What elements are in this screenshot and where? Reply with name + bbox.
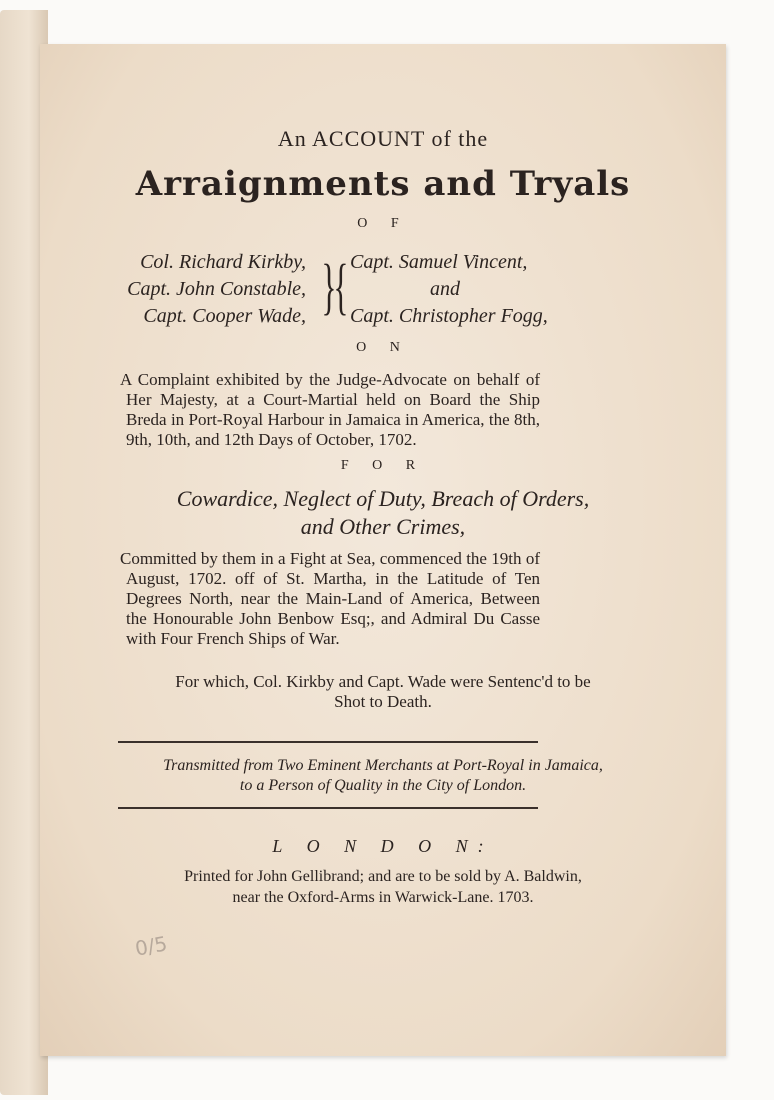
- brace-left: }: [321, 253, 337, 321]
- and-label: and: [430, 278, 460, 300]
- defendant: Capt. John Constable,: [127, 278, 306, 300]
- defendant: Capt. Cooper Wade,: [143, 305, 306, 327]
- brace-right: {: [333, 253, 349, 321]
- imprint-line-1: Printed for John Gellibrand; and are to be sold by A. Baldwin,: [184, 868, 582, 885]
- divider-top: [118, 741, 538, 743]
- charges-line-1: Cowardice, Neglect of Duty, Breach of Orders,: [176, 486, 590, 511]
- title-page: [40, 44, 726, 1056]
- sentence-line-1: For which, Col. Kirkby and Capt. Wade were Sentenc'd to be: [175, 672, 591, 691]
- transmitted-line-2: to a Person of Quality in the City of London.: [239, 777, 527, 794]
- divider-bottom: [118, 807, 538, 809]
- on-label: O N: [356, 340, 410, 355]
- charges-line-2: and Other Crimes,: [300, 514, 466, 539]
- for-label: F O R: [340, 458, 426, 473]
- defendants-right: [350, 249, 548, 330]
- handwritten-note: 0/5: [133, 931, 170, 961]
- transmitted-line-1: Transmitted from Two Eminent Merchants at Port-Royal in Jamaica,: [163, 757, 603, 774]
- imprint-line-2: near the Oxford-Arms in Warwick-Lane. 1703.: [232, 889, 534, 906]
- place-of-printing: L O N D O N:: [272, 836, 494, 856]
- defendant: Capt. Christopher Fogg,: [350, 305, 548, 327]
- defendants-left: [127, 249, 306, 330]
- main-title: Arraignments and Tryals: [135, 164, 631, 204]
- complaint-paragraph: A Complaint exhibited by the Judge-Advocate on behalf of Her Majesty, at a Court-Martial held on Board the Ship Breda in Port-Royal Harbour in Jamaica in America, the 8th, 9th, 10th, and 12th Days of October, 1702.: [120, 370, 540, 449]
- defendant: Capt. Samuel Vincent,: [350, 251, 528, 273]
- committed-paragraph: Committed by them in a Fight at Sea, commenced the 19th of August, 1702. off of St. Martha, in the Latitude of Ten Degrees North, near the Main-Land of America, Between the Honourable John Benbow Esq;, and Admiral Du Casse with Four French Ships of War.: [120, 549, 540, 648]
- of-label: O F: [357, 216, 409, 231]
- title-line-1: An ACCOUNT of the: [277, 126, 489, 151]
- defendant: Col. Richard Kirkby,: [140, 251, 306, 273]
- sentence-line-2: Shot to Death.: [334, 692, 432, 711]
